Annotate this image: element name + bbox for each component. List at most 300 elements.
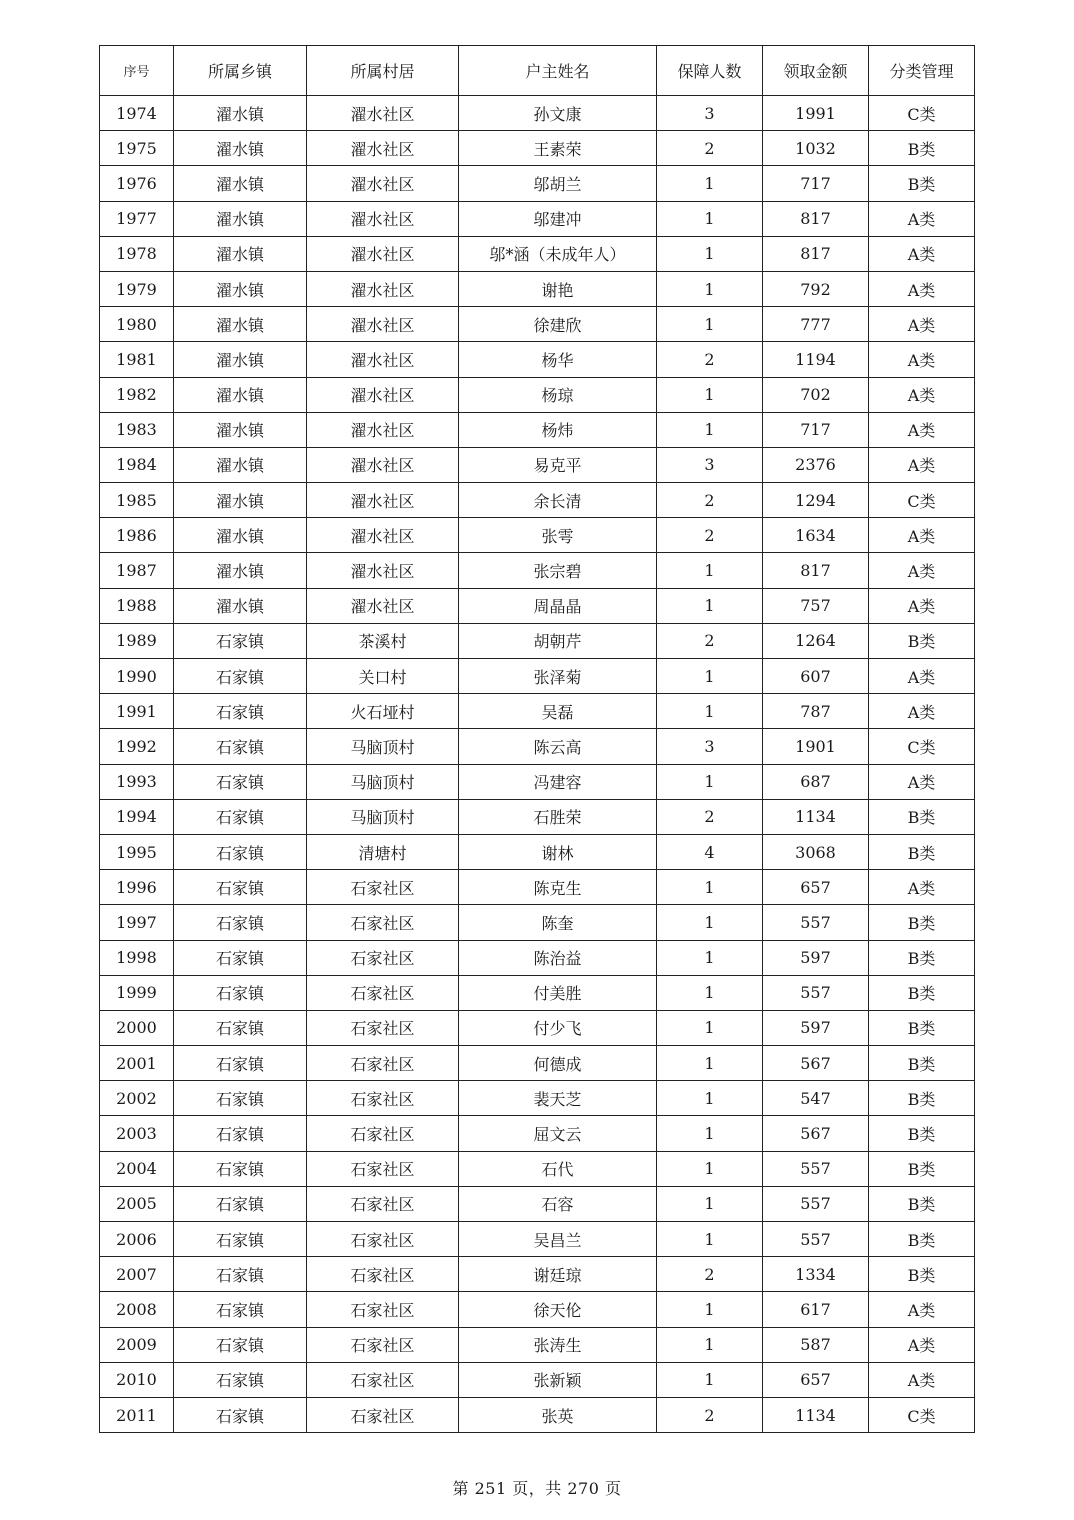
cell-category: A类 [869, 307, 975, 342]
cell-category: A类 [869, 518, 975, 553]
cell-category: B类 [869, 1010, 975, 1045]
cell-amount: 1134 [763, 1397, 869, 1432]
cell-category: A类 [869, 553, 975, 588]
cell-index: 1982 [100, 377, 174, 412]
cell-village: 濯水社区 [307, 553, 459, 588]
cell-category: B类 [869, 1186, 975, 1221]
table-row [100, 377, 975, 412]
header-category: 分类管理 [869, 46, 975, 96]
cell-town: 濯水镇 [174, 412, 307, 447]
cell-amount: 657 [763, 1362, 869, 1397]
table-row [100, 694, 975, 729]
cell-town: 石家镇 [174, 1081, 307, 1116]
table-row [100, 96, 975, 131]
cell-village: 石家社区 [307, 1046, 459, 1081]
cell-index: 1999 [100, 975, 174, 1010]
cell-amount: 717 [763, 412, 869, 447]
cell-town: 石家镇 [174, 1362, 307, 1397]
table-row [100, 764, 975, 799]
cell-amount: 587 [763, 1327, 869, 1362]
cell-town: 石家镇 [174, 940, 307, 975]
cell-village: 石家社区 [307, 1010, 459, 1045]
cell-village: 石家社区 [307, 870, 459, 905]
cell-householder: 吴昌兰 [459, 1222, 657, 1257]
cell-householder: 付美胜 [459, 975, 657, 1010]
cell-persons: 2 [657, 131, 763, 166]
cell-town: 石家镇 [174, 1292, 307, 1327]
cell-amount: 687 [763, 764, 869, 799]
cell-index: 2010 [100, 1362, 174, 1397]
cell-category: A类 [869, 271, 975, 306]
cell-persons: 1 [657, 377, 763, 412]
cell-householder: 胡朝芹 [459, 623, 657, 658]
cell-amount: 702 [763, 377, 869, 412]
cell-amount: 1264 [763, 623, 869, 658]
cell-index: 1992 [100, 729, 174, 764]
cell-amount: 792 [763, 271, 869, 306]
cell-category: A类 [869, 1327, 975, 1362]
cell-index: 2005 [100, 1186, 174, 1221]
cell-town: 濯水镇 [174, 447, 307, 482]
cell-index: 1977 [100, 201, 174, 236]
cell-persons: 1 [657, 659, 763, 694]
cell-index: 1995 [100, 834, 174, 869]
cell-index: 2008 [100, 1292, 174, 1327]
cell-householder: 何德成 [459, 1046, 657, 1081]
cell-category: C类 [869, 96, 975, 131]
cell-householder: 谢林 [459, 834, 657, 869]
cell-town: 石家镇 [174, 1116, 307, 1151]
cell-village: 关口村 [307, 659, 459, 694]
cell-village: 濯水社区 [307, 201, 459, 236]
cell-persons: 1 [657, 975, 763, 1010]
cell-village: 石家社区 [307, 1397, 459, 1432]
cell-amount: 777 [763, 307, 869, 342]
cell-category: A类 [869, 764, 975, 799]
table-row [100, 412, 975, 447]
cell-householder: 石胜荣 [459, 799, 657, 834]
cell-amount: 597 [763, 1010, 869, 1045]
cell-town: 濯水镇 [174, 96, 307, 131]
cell-index: 1988 [100, 588, 174, 623]
cell-persons: 2 [657, 1257, 763, 1292]
cell-householder: 谢廷琼 [459, 1257, 657, 1292]
header-index: 序号 [100, 46, 174, 96]
cell-householder: 张涛生 [459, 1327, 657, 1362]
cell-town: 石家镇 [174, 764, 307, 799]
table-row [100, 307, 975, 342]
cell-persons: 1 [657, 1362, 763, 1397]
cell-category: B类 [869, 1151, 975, 1186]
cell-village: 石家社区 [307, 1081, 459, 1116]
cell-village: 濯水社区 [307, 518, 459, 553]
cell-category: A类 [869, 1362, 975, 1397]
cell-amount: 547 [763, 1081, 869, 1116]
cell-index: 1981 [100, 342, 174, 377]
cell-amount: 1134 [763, 799, 869, 834]
header-amount: 领取金额 [763, 46, 869, 96]
cell-village: 濯水社区 [307, 131, 459, 166]
cell-householder: 石代 [459, 1151, 657, 1186]
cell-persons: 2 [657, 623, 763, 658]
cell-category: C类 [869, 1397, 975, 1432]
cell-category: B类 [869, 940, 975, 975]
cell-village: 石家社区 [307, 1151, 459, 1186]
cell-index: 1978 [100, 236, 174, 271]
cell-village: 石家社区 [307, 1327, 459, 1362]
cell-town: 石家镇 [174, 870, 307, 905]
cell-category: A类 [869, 377, 975, 412]
cell-index: 1987 [100, 553, 174, 588]
cell-amount: 2376 [763, 447, 869, 482]
cell-householder: 裴天芝 [459, 1081, 657, 1116]
cell-amount: 787 [763, 694, 869, 729]
cell-category: A类 [869, 588, 975, 623]
cell-category: B类 [869, 1257, 975, 1292]
table-row [100, 1397, 975, 1432]
cell-amount: 817 [763, 553, 869, 588]
cell-persons: 1 [657, 307, 763, 342]
cell-persons: 1 [657, 1081, 763, 1116]
cell-index: 1986 [100, 518, 174, 553]
table-row [100, 1186, 975, 1221]
cell-persons: 1 [657, 1116, 763, 1151]
cell-persons: 1 [657, 1222, 763, 1257]
cell-category: B类 [869, 131, 975, 166]
cell-town: 石家镇 [174, 1222, 307, 1257]
cell-amount: 557 [763, 1222, 869, 1257]
table-row [100, 201, 975, 236]
cell-householder: 付少飞 [459, 1010, 657, 1045]
cell-index: 2003 [100, 1116, 174, 1151]
cell-index: 1994 [100, 799, 174, 834]
table-body [100, 96, 975, 1433]
table-row [100, 588, 975, 623]
cell-town: 石家镇 [174, 834, 307, 869]
cell-village: 马脑顶村 [307, 764, 459, 799]
cell-category: B类 [869, 1081, 975, 1116]
cell-index: 2006 [100, 1222, 174, 1257]
table-row [100, 1292, 975, 1327]
cell-town: 石家镇 [174, 729, 307, 764]
table-row [100, 799, 975, 834]
table-header-row [100, 46, 975, 96]
cell-category: B类 [869, 1116, 975, 1151]
cell-index: 1979 [100, 271, 174, 306]
table-row [100, 1327, 975, 1362]
cell-amount: 1901 [763, 729, 869, 764]
cell-village: 石家社区 [307, 1222, 459, 1257]
table-row [100, 834, 975, 869]
table-row [100, 905, 975, 940]
cell-householder: 徐建欣 [459, 307, 657, 342]
cell-village: 濯水社区 [307, 342, 459, 377]
cell-householder: 张宗碧 [459, 553, 657, 588]
cell-town: 石家镇 [174, 1010, 307, 1045]
cell-amount: 567 [763, 1116, 869, 1151]
cell-householder: 杨华 [459, 342, 657, 377]
cell-persons: 3 [657, 96, 763, 131]
cell-index: 2002 [100, 1081, 174, 1116]
cell-householder: 谢艳 [459, 271, 657, 306]
cell-householder: 徐天伦 [459, 1292, 657, 1327]
cell-householder: 周晶晶 [459, 588, 657, 623]
cell-amount: 1194 [763, 342, 869, 377]
cell-amount: 1334 [763, 1257, 869, 1292]
cell-persons: 1 [657, 694, 763, 729]
cell-householder: 邬胡兰 [459, 166, 657, 201]
cell-index: 2004 [100, 1151, 174, 1186]
cell-town: 濯水镇 [174, 236, 307, 271]
cell-persons: 1 [657, 1010, 763, 1045]
cell-village: 石家社区 [307, 1186, 459, 1221]
cell-category: C类 [869, 483, 975, 518]
table-row [100, 1222, 975, 1257]
cell-town: 濯水镇 [174, 342, 307, 377]
cell-category: A类 [869, 870, 975, 905]
cell-category: B类 [869, 1222, 975, 1257]
table-row [100, 447, 975, 482]
table-row [100, 659, 975, 694]
cell-householder: 邬建冲 [459, 201, 657, 236]
cell-village: 濯水社区 [307, 412, 459, 447]
header-village: 所属村居 [307, 46, 459, 96]
cell-town: 濯水镇 [174, 307, 307, 342]
cell-householder: 陈治益 [459, 940, 657, 975]
table-row [100, 1362, 975, 1397]
cell-village: 马脑顶村 [307, 799, 459, 834]
cell-category: A类 [869, 342, 975, 377]
cell-category: B类 [869, 623, 975, 658]
cell-category: B类 [869, 834, 975, 869]
cell-index: 2007 [100, 1257, 174, 1292]
cell-householder: 邬*涵（未成年人） [459, 236, 657, 271]
cell-index: 2011 [100, 1397, 174, 1432]
cell-village: 石家社区 [307, 905, 459, 940]
cell-town: 石家镇 [174, 975, 307, 1010]
cell-persons: 1 [657, 236, 763, 271]
table-row [100, 518, 975, 553]
cell-category: A类 [869, 201, 975, 236]
cell-index: 1989 [100, 623, 174, 658]
cell-amount: 557 [763, 905, 869, 940]
data-table [99, 45, 975, 1433]
cell-index: 1998 [100, 940, 174, 975]
table-row [100, 236, 975, 271]
cell-persons: 1 [657, 940, 763, 975]
table-row [100, 1151, 975, 1186]
cell-index: 1993 [100, 764, 174, 799]
cell-index: 1980 [100, 307, 174, 342]
cell-persons: 1 [657, 271, 763, 306]
cell-category: B类 [869, 166, 975, 201]
cell-town: 石家镇 [174, 1046, 307, 1081]
cell-persons: 1 [657, 1046, 763, 1081]
table-row [100, 870, 975, 905]
cell-village: 濯水社区 [307, 307, 459, 342]
cell-village: 濯水社区 [307, 447, 459, 482]
table-row [100, 1257, 975, 1292]
cell-index: 1991 [100, 694, 174, 729]
cell-persons: 1 [657, 1327, 763, 1362]
cell-town: 濯水镇 [174, 588, 307, 623]
cell-village: 石家社区 [307, 1116, 459, 1151]
cell-persons: 1 [657, 905, 763, 940]
cell-town: 濯水镇 [174, 483, 307, 518]
cell-village: 石家社区 [307, 975, 459, 1010]
cell-householder: 张雩 [459, 518, 657, 553]
table-row [100, 1046, 975, 1081]
cell-householder: 张新颖 [459, 1362, 657, 1397]
cell-persons: 1 [657, 1151, 763, 1186]
cell-town: 濯水镇 [174, 271, 307, 306]
cell-householder: 陈云高 [459, 729, 657, 764]
cell-persons: 2 [657, 518, 763, 553]
cell-town: 石家镇 [174, 659, 307, 694]
cell-town: 石家镇 [174, 1186, 307, 1221]
header-town: 所属乡镇 [174, 46, 307, 96]
cell-index: 1983 [100, 412, 174, 447]
cell-village: 石家社区 [307, 940, 459, 975]
cell-persons: 2 [657, 342, 763, 377]
cell-householder: 陈奎 [459, 905, 657, 940]
cell-index: 1975 [100, 131, 174, 166]
cell-index: 2000 [100, 1010, 174, 1045]
cell-persons: 1 [657, 764, 763, 799]
table-row [100, 166, 975, 201]
cell-householder: 张泽菊 [459, 659, 657, 694]
cell-amount: 1294 [763, 483, 869, 518]
cell-category: A类 [869, 694, 975, 729]
cell-amount: 617 [763, 1292, 869, 1327]
cell-persons: 4 [657, 834, 763, 869]
cell-persons: 3 [657, 447, 763, 482]
table-row [100, 131, 975, 166]
cell-village: 濯水社区 [307, 166, 459, 201]
table-row [100, 1081, 975, 1116]
cell-village: 茶溪村 [307, 623, 459, 658]
cell-index: 2009 [100, 1327, 174, 1362]
cell-village: 濯水社区 [307, 588, 459, 623]
cell-householder: 屈文云 [459, 1116, 657, 1151]
cell-village: 石家社区 [307, 1362, 459, 1397]
cell-category: A类 [869, 236, 975, 271]
cell-amount: 1991 [763, 96, 869, 131]
cell-category: B类 [869, 1046, 975, 1081]
table-row [100, 483, 975, 518]
cell-amount: 817 [763, 236, 869, 271]
cell-town: 濯水镇 [174, 201, 307, 236]
cell-category: C类 [869, 729, 975, 764]
cell-amount: 817 [763, 201, 869, 236]
cell-village: 濯水社区 [307, 236, 459, 271]
page-number-footer: 第 251 页，共 270 页 [452, 1479, 622, 1498]
cell-town: 石家镇 [174, 623, 307, 658]
cell-householder: 杨炜 [459, 412, 657, 447]
cell-category: B类 [869, 975, 975, 1010]
table-row [100, 729, 975, 764]
cell-category: A类 [869, 412, 975, 447]
cell-amount: 557 [763, 975, 869, 1010]
cell-village: 石家社区 [307, 1292, 459, 1327]
cell-town: 石家镇 [174, 905, 307, 940]
cell-amount: 597 [763, 940, 869, 975]
cell-village: 清塘村 [307, 834, 459, 869]
cell-amount: 557 [763, 1151, 869, 1186]
cell-town: 濯水镇 [174, 166, 307, 201]
cell-town: 石家镇 [174, 799, 307, 834]
cell-village: 濯水社区 [307, 483, 459, 518]
cell-amount: 1634 [763, 518, 869, 553]
cell-householder: 余长清 [459, 483, 657, 518]
cell-village: 濯水社区 [307, 271, 459, 306]
cell-village: 濯水社区 [307, 96, 459, 131]
cell-persons: 2 [657, 483, 763, 518]
table-row [100, 940, 975, 975]
cell-persons: 1 [657, 553, 763, 588]
cell-amount: 557 [763, 1186, 869, 1221]
table-row [100, 342, 975, 377]
cell-persons: 3 [657, 729, 763, 764]
cell-householder: 易克平 [459, 447, 657, 482]
cell-category: A类 [869, 1292, 975, 1327]
cell-category: A类 [869, 659, 975, 694]
header-persons: 保障人数 [657, 46, 763, 96]
table-row [100, 975, 975, 1010]
cell-town: 濯水镇 [174, 131, 307, 166]
cell-town: 石家镇 [174, 1327, 307, 1362]
cell-village: 火石垭村 [307, 694, 459, 729]
table-row [100, 1010, 975, 1045]
cell-town: 石家镇 [174, 1151, 307, 1186]
cell-amount: 717 [763, 166, 869, 201]
cell-amount: 757 [763, 588, 869, 623]
cell-town: 石家镇 [174, 1397, 307, 1432]
cell-amount: 607 [763, 659, 869, 694]
cell-persons: 1 [657, 166, 763, 201]
cell-amount: 567 [763, 1046, 869, 1081]
cell-householder: 吴磊 [459, 694, 657, 729]
cell-town: 石家镇 [174, 694, 307, 729]
table-row [100, 271, 975, 306]
cell-householder: 王素荣 [459, 131, 657, 166]
cell-householder: 冯建容 [459, 764, 657, 799]
table-row [100, 1116, 975, 1151]
cell-householder: 杨琼 [459, 377, 657, 412]
cell-persons: 1 [657, 870, 763, 905]
cell-town: 濯水镇 [174, 518, 307, 553]
cell-persons: 1 [657, 412, 763, 447]
cell-village: 马脑顶村 [307, 729, 459, 764]
cell-persons: 2 [657, 799, 763, 834]
cell-amount: 1032 [763, 131, 869, 166]
cell-persons: 2 [657, 1397, 763, 1432]
cell-persons: 1 [657, 1292, 763, 1327]
cell-town: 石家镇 [174, 1257, 307, 1292]
cell-householder: 石容 [459, 1186, 657, 1221]
cell-index: 1996 [100, 870, 174, 905]
cell-amount: 3068 [763, 834, 869, 869]
cell-persons: 1 [657, 1186, 763, 1221]
cell-index: 1974 [100, 96, 174, 131]
cell-town: 濯水镇 [174, 377, 307, 412]
table-row [100, 623, 975, 658]
cell-index: 1997 [100, 905, 174, 940]
cell-index: 1990 [100, 659, 174, 694]
cell-householder: 孙文康 [459, 96, 657, 131]
cell-persons: 1 [657, 588, 763, 623]
cell-category: A类 [869, 447, 975, 482]
